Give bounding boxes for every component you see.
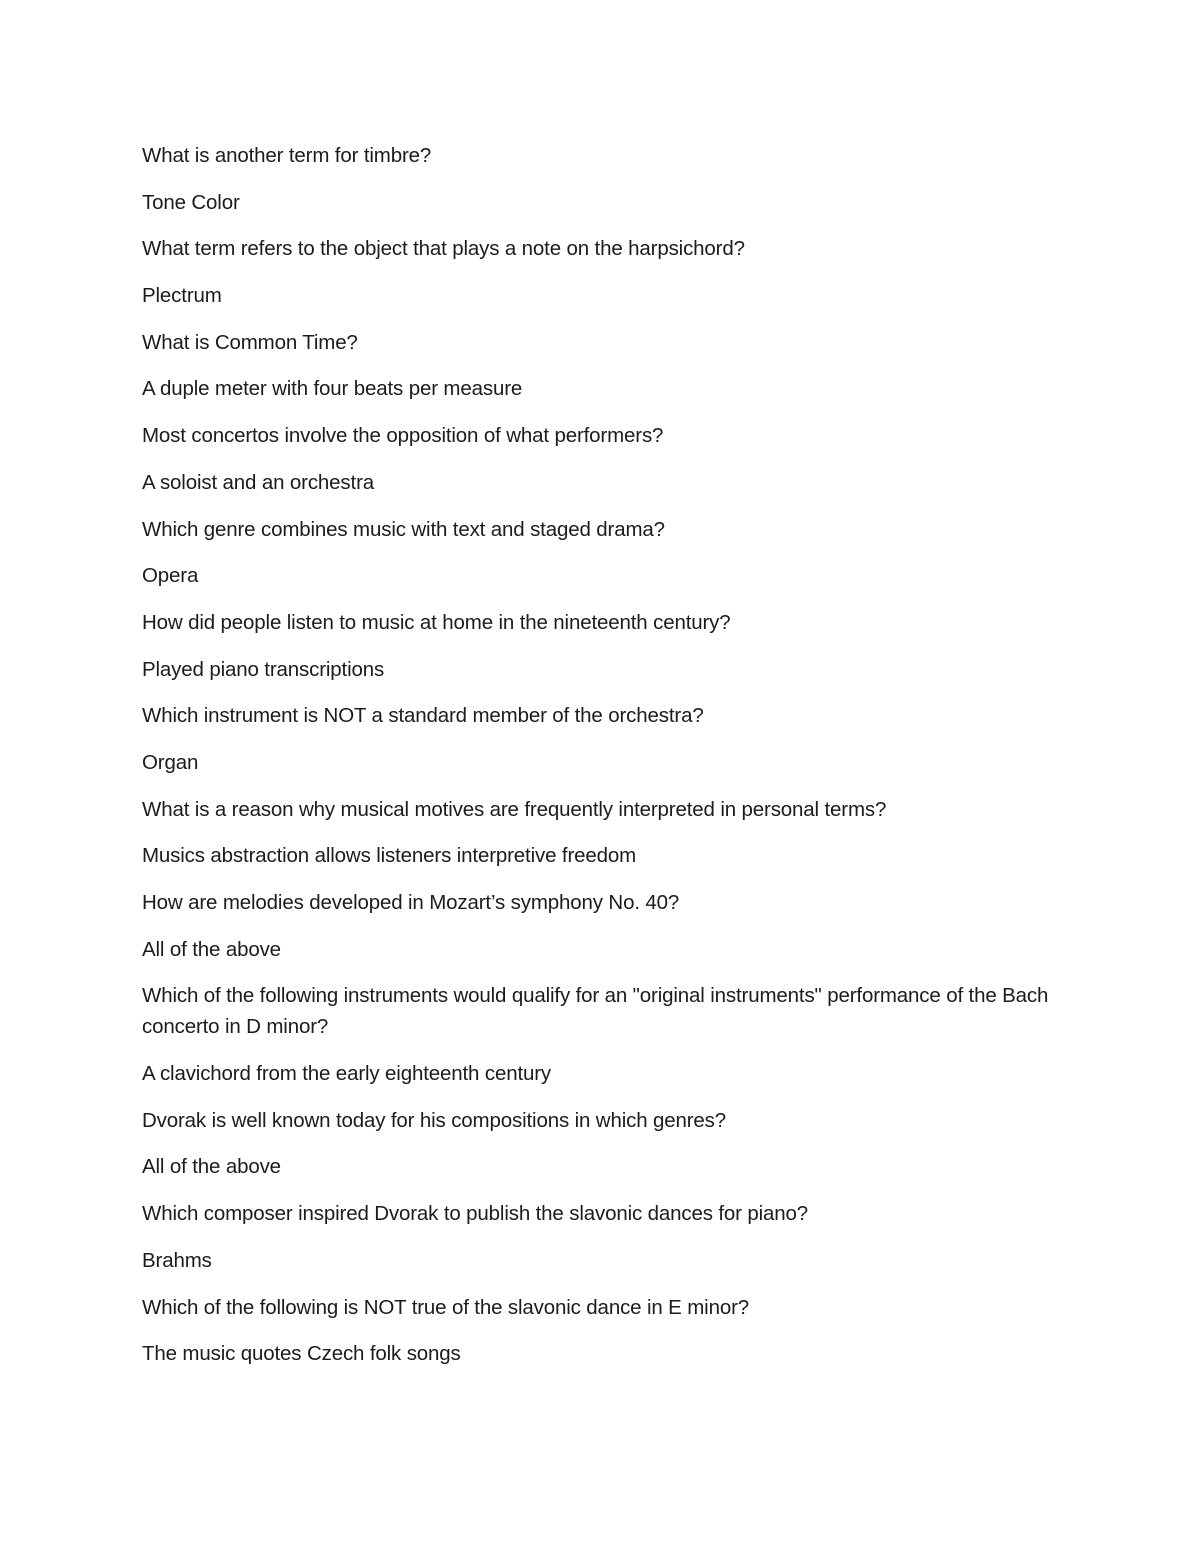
- answer-2: Plectrum: [142, 284, 222, 308]
- question-2: What term refers to the object that plays a note on the harpsichord?: [142, 237, 745, 261]
- question-1: What is another term for timbre?: [142, 144, 432, 167]
- question-6: How did people listen to music at home in the nineteenth century?: [142, 610, 731, 634]
- answer-10: A clavichord from the early eighteenth century: [142, 1062, 552, 1086]
- answer-13: The music quotes Czech folk songs: [142, 1342, 461, 1366]
- question-7: Which instrument is NOT a standard member of the orchestra?: [142, 704, 704, 728]
- question-11: Dvorak is well known today for his compositions in which genres?: [142, 1108, 727, 1132]
- question-10: Which of the following instruments would qualify for an "original instruments" performance of the Bach concerto in D minor?: [142, 984, 1049, 1039]
- question-4: Most concertos involve the opposition of what performers?: [142, 424, 664, 448]
- document-body: [142, 140, 1062, 1385]
- question-8: What is a reason why musical motives are frequently interpreted in personal terms?: [142, 797, 887, 821]
- answer-12: Brahms: [142, 1248, 212, 1272]
- answer-5: Opera: [142, 564, 199, 588]
- question-5: Which genre combines music with text and staged drama?: [142, 517, 665, 541]
- question-13: Which of the following is NOT true of the slavonic dance in E minor?: [142, 1295, 749, 1319]
- answer-8: Musics abstraction allows listeners interpretive freedom: [142, 844, 637, 868]
- answer-4: A soloist and an orchestra: [142, 470, 374, 494]
- question-3: What is Common Time?: [142, 330, 358, 354]
- answer-9: All of the above: [142, 937, 281, 961]
- answer-1: Tone Color: [142, 190, 240, 214]
- answer-11: All of the above: [142, 1155, 281, 1179]
- question-12: Which composer inspired Dvorak to publish the slavonic dances for piano?: [142, 1202, 809, 1226]
- answer-6: Played piano transcriptions: [142, 657, 385, 681]
- answer-3: A duple meter with four beats per measure: [142, 377, 523, 401]
- question-9: How are melodies developed in Mozart’s symphony No. 40?: [142, 891, 680, 914]
- answer-7: Organ: [142, 750, 199, 774]
